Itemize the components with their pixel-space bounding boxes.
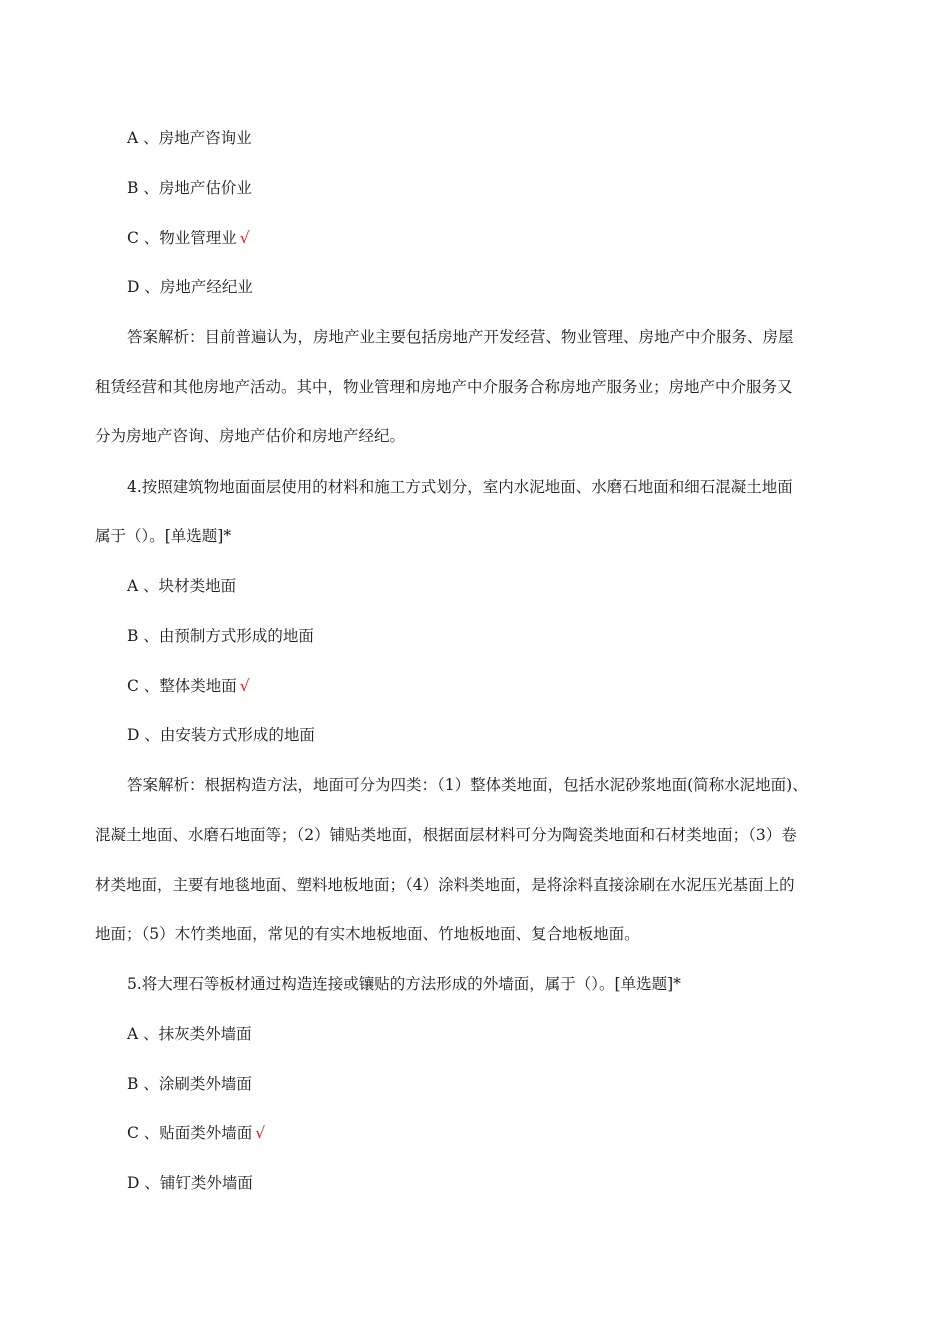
q4-analysis-line-3: 材类地面，主要有地毯地面、塑料地板地面；（4）涂料类地面，是将涂料直接涂刷在水泥压光基面上的	[95, 876, 795, 894]
q3-option-d: D 、房地产经纪业	[127, 278, 253, 296]
q4-option-d: D 、由安装方式形成的地面	[127, 726, 315, 744]
q4-option-a: A 、块材类地面	[127, 577, 237, 595]
q4-question-line-1: 4.按照建筑物地面面层使用的材料和施工方式划分，室内水泥地面、水磨石地面和细石混凝土地面	[127, 478, 793, 496]
q4-question-line-2: 属于（）。[单选题]*	[95, 527, 232, 545]
q3-option-a: A 、房地产咨询业	[127, 129, 252, 147]
check-mark-icon: √	[239, 229, 250, 247]
q4-analysis-line-1: 答案解析：根据构造方法，地面可分为四类：（1）整体类地面，包括水泥砂浆地面(简称水泥地面)、	[127, 776, 808, 794]
q3-option-c: C 、物业管理业 √	[127, 229, 250, 247]
q3-option-b: B 、房地产估价业	[127, 179, 252, 197]
q4-analysis-line-2: 混凝土地面、水磨石地面等；（2）铺贴类地面，根据面层材料可分为陶瓷类地面和石材类地面；（3）卷	[95, 826, 797, 844]
q4-option-b: B 、由预制方式形成的地面	[127, 627, 314, 645]
q4-analysis-line-4: 地面；（5）木竹类地面，常见的有实木地板地面、竹地板地面、复合地板地面。	[95, 925, 640, 943]
q5-question-line-1: 5.将大理石等板材通过构造连接或镶贴的方法形成的外墙面，属于（）。[单选题]*	[127, 975, 681, 993]
q5-option-b: B 、涂刷类外墙面	[127, 1075, 252, 1093]
check-mark-icon: √	[255, 1124, 266, 1142]
q3-analysis-line-1: 答案解析：目前普遍认为，房地产业主要包括房地产开发经营、物业管理、房地产中介服务、房屋	[127, 328, 794, 346]
check-mark-icon: √	[239, 677, 250, 695]
q5-option-a: A 、抹灰类外墙面	[127, 1025, 252, 1043]
q3-analysis-line-2: 租赁经营和其他房地产活动。其中，物业管理和房地产中介服务合称房地产服务业；房地产中介服务又	[95, 378, 793, 396]
q4-option-c: C 、整体类地面 √	[127, 677, 250, 695]
q5-option-c: C 、贴面类外墙面 √	[127, 1124, 266, 1142]
q5-option-d: D 、铺钉类外墙面	[127, 1174, 253, 1192]
q3-analysis-line-3: 分为房地产咨询、房地产估价和房地产经纪。	[95, 427, 406, 445]
